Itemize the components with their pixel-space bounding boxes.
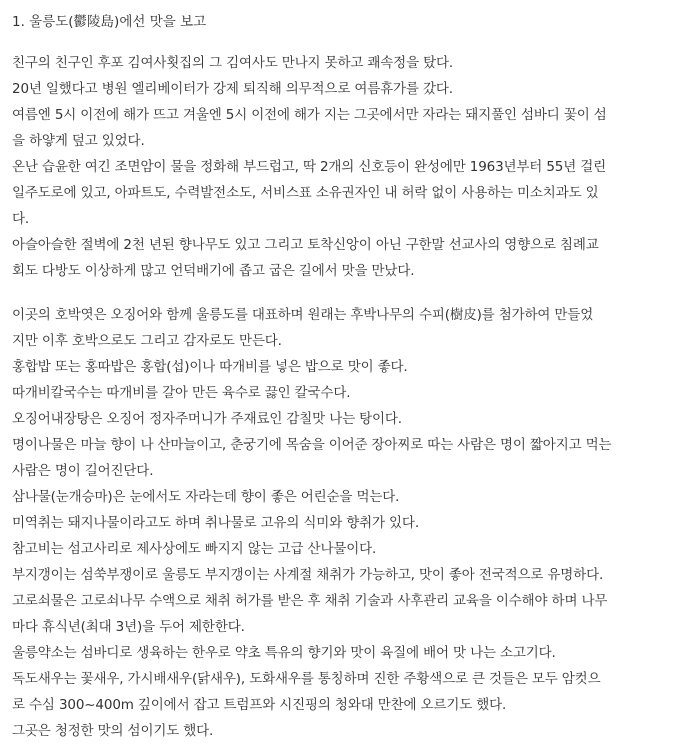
paragraph-2 — [12, 302, 688, 744]
text-line: 오징어내장탕은 오징어 정자주머니가 주재료인 감칠맛 나는 탕이다. — [12, 411, 402, 427]
text-line: 마다 휴식년(최대 3년)을 두어 제한한다. — [12, 619, 245, 635]
text-line: 울릉약소는 섬바디로 생육하는 한우로 약초 특유의 향기와 맛이 육질에 배어 맛 나는 소고기다. — [12, 645, 556, 661]
section-title: 1. 울릉도(鬱陵島)에선 맛을 보고 — [12, 14, 207, 30]
text-line: 고로쇠물은 고로쇠나무 수액으로 채취 허가를 받은 후 채취 기술과 사후관리 교육을 이수해야 하며 나무 — [12, 593, 608, 609]
text-line: 20년 일했다고 병원 엘리베이터가 강제 퇴직해 의무적으로 여름휴가를 갔다. — [12, 81, 453, 97]
text-line: 온난 습윤한 여긴 조면암이 물을 정화해 부드럽고, 딱 2개의 신호등이 완성에만 1963년부터 55년 걸린 — [12, 159, 607, 175]
text-line: 독도새우는 꽃새우, 가시배새우(닭새우), 도화새우를 통칭하며 진한 주황색으로 큰 것들은 모두 암컷으 — [12, 671, 601, 687]
text-line: 친구의 친구인 후포 김여사횟집의 그 김여사도 만나지 못하고 쾌속정을 탔다. — [12, 55, 454, 71]
text-line: 을 하얗게 덮고 있었다. — [12, 133, 145, 149]
text-line: 참고비는 섬고사리로 제사상에도 빠지지 않는 고급 산나물이다. — [12, 541, 377, 557]
text-line: 그곳은 청정한 맛의 섬이기도 했다. — [12, 723, 214, 739]
text-line: 삼나물(눈개승마)은 눈에서도 자라는데 향이 좋은 어린순을 먹는다. — [12, 489, 400, 505]
paragraph-1 — [12, 50, 688, 284]
text-line: 따개비칼국수는 따개비를 갈아 만든 육수로 끓인 칼국수다. — [12, 385, 351, 401]
text-line: 로 수심 300~400m 깊이에서 잡고 트럼프와 시진핑의 청와대 만찬에 오르기도 했다. — [12, 697, 507, 713]
text-line: 지만 이후 호박으로도 그리고 감자로도 만든다. — [12, 333, 282, 349]
paragraph-gap — [12, 284, 688, 302]
text-line: 사람은 명이 길어진단다. — [12, 463, 154, 479]
text-line: 부지갱이는 섬쑥부쟁이로 울릉도 부지갱이는 사계절 채취가 가능하고, 맛이 좋아 전국적으로 유명하다. — [12, 567, 604, 583]
text-line: 다. — [12, 211, 30, 227]
text-line: 일주도로에 있고, 아파트도, 수력발전소도, 서비스표 소유권자인 내 허락 없이 사용하는 미소치과도 있 — [12, 185, 599, 201]
article-body — [12, 50, 688, 744]
text-line: 아슬아슬한 절벽에 2천 년된 향나무도 있고 그리고 토착신앙이 아닌 구한말 선교사의 영향으로 침례교 — [12, 237, 599, 253]
text-line: 회도 다방도 이상하게 많고 언덕배기에 좁고 굽은 길에서 맛을 만났다. — [12, 263, 415, 279]
text-line: 여름엔 5시 이전에 해가 뜨고 겨울엔 5시 이전에 해가 지는 그곳에서만 자라는 돼지풀인 섬바디 꽃이 섬 — [12, 107, 607, 123]
text-line: 미역취는 돼지나물이라고도 하며 취나물로 고유의 식미와 향취가 있다. — [12, 515, 419, 531]
text-line: 홍합밥 또는 홍따밥은 홍합(섭)이나 따개비를 넣은 밥으로 맛이 좋다. — [12, 359, 408, 375]
text-line: 이곳의 호박엿은 오징어와 함께 울릉도를 대표하며 원래는 후박나무의 수피(樹皮)를 첨가하여 만들었 — [12, 307, 594, 323]
text-line: 명이나물은 마늘 향이 나 산마늘이고, 춘궁기에 목숨을 이어준 장아찌로 따는 사람은 명이 짧아지고 먹는 — [12, 437, 612, 453]
